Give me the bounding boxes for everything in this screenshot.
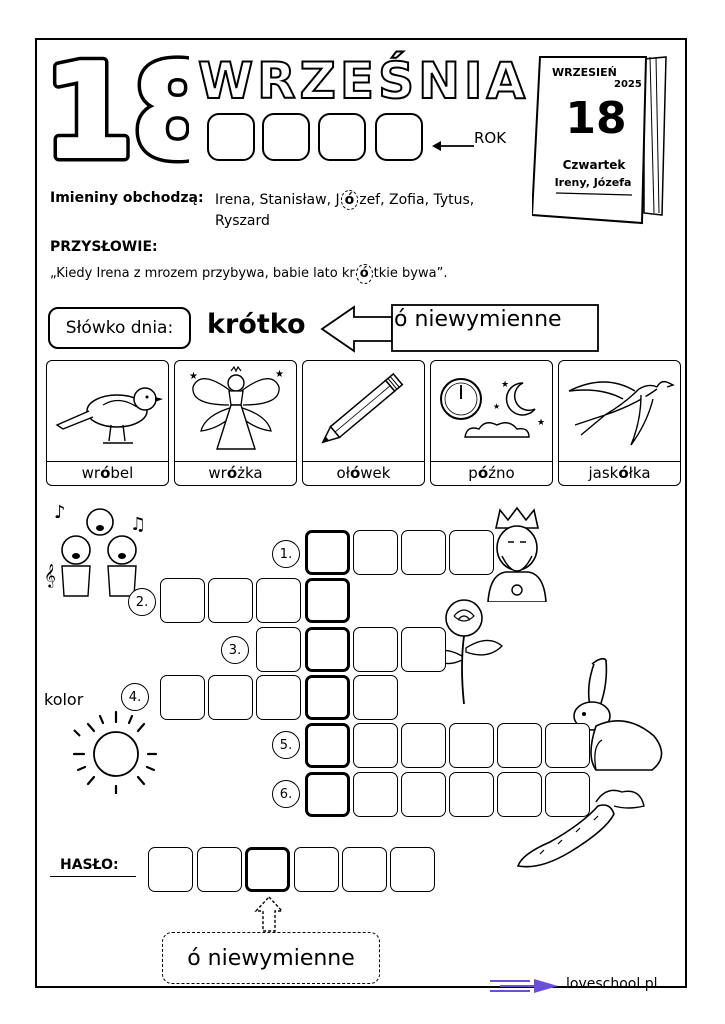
picture-label: jaskółka	[559, 461, 680, 482]
crossword-cell[interactable]	[449, 530, 494, 575]
svg-text:𝄞: 𝄞	[44, 563, 56, 587]
name-days-label: Imieniny obchodzą:	[50, 190, 204, 206]
clue-number: 6.	[272, 780, 300, 808]
crossword-cell[interactable]	[353, 675, 398, 720]
svg-text:★: ★	[275, 369, 284, 380]
svg-text:♫: ♫	[130, 514, 147, 535]
clue-number: 4.	[121, 683, 149, 711]
year-box[interactable]	[207, 113, 255, 161]
calendar-weekday: Czwartek	[562, 158, 626, 172]
word-of-day: krótko	[207, 309, 306, 340]
password-label: HASŁO:	[60, 857, 119, 873]
clue-number: 2.	[128, 588, 156, 616]
svg-text:18: 18	[44, 46, 189, 171]
big-day-number	[44, 46, 189, 175]
crossword-cell[interactable]	[449, 723, 494, 768]
picture-card-sparrow	[46, 360, 169, 486]
crossword-cell[interactable]	[353, 772, 398, 817]
year-box[interactable]	[318, 113, 366, 161]
crossword-key-cell[interactable]	[305, 530, 350, 575]
word-of-day-label: Słówko dnia:	[48, 307, 191, 349]
brand-logo-icon	[490, 975, 564, 1001]
sun-icon	[58, 706, 158, 798]
year-box[interactable]	[375, 113, 423, 161]
crossword-cell[interactable]	[401, 723, 446, 768]
crossword-cell[interactable]	[401, 627, 446, 672]
crossword-cell[interactable]	[208, 675, 253, 720]
color-hint-label: kolor	[44, 690, 84, 709]
year-arrow-icon	[432, 136, 474, 155]
proverb-label: PRZYSŁOWIE:	[50, 239, 158, 255]
picture-label: późno	[431, 461, 552, 482]
password-note: ó niewymienne	[162, 932, 380, 984]
picture-label: wróbel	[47, 461, 168, 482]
svg-text:♪: ♪	[54, 502, 66, 523]
crossword-key-cell[interactable]	[305, 627, 350, 672]
clue-number: 5.	[272, 731, 300, 759]
crossword-cell[interactable]	[449, 772, 494, 817]
password-cell[interactable]	[390, 847, 435, 892]
svg-text:★: ★	[501, 380, 510, 390]
password-cell[interactable]	[342, 847, 387, 892]
crossword-cell[interactable]	[401, 772, 446, 817]
crossword-cell[interactable]	[208, 578, 253, 623]
svg-text:★: ★	[493, 402, 501, 411]
circled-letter: ó	[341, 190, 359, 210]
proverb-text: „Kiedy Irena z mrozem przybywa, babie lato kr ó tkie bywa”.	[50, 264, 447, 284]
picture-card-pencil	[302, 360, 425, 486]
crossword-cell[interactable]	[353, 723, 398, 768]
up-arrow-icon	[254, 895, 284, 937]
year-label: ROK	[474, 129, 507, 147]
crossword-key-cell[interactable]	[305, 675, 350, 720]
pencil-icon	[309, 365, 419, 453]
crossword-key-cell[interactable]	[305, 723, 350, 768]
crossword-cell[interactable]	[545, 723, 590, 768]
password-key-cell[interactable]	[245, 847, 290, 892]
calendar-month: WRZESIEŃ	[552, 66, 617, 79]
picture-label: ołówek	[303, 461, 424, 482]
calendar-names: Ireny, Józefa	[554, 176, 632, 189]
swallow-icon	[565, 365, 675, 453]
clue-number: 3.	[221, 636, 249, 664]
picture-label: wróżka	[175, 461, 296, 482]
crossword-cell[interactable]	[353, 627, 398, 672]
crossword-cell[interactable]	[497, 723, 542, 768]
picture-card-night	[430, 360, 553, 486]
sparrow-icon	[53, 365, 163, 453]
calendar-year: 2025	[614, 79, 642, 90]
crossword-cell[interactable]	[353, 530, 398, 575]
crossword-key-cell[interactable]	[305, 772, 350, 817]
password-cell[interactable]	[197, 847, 242, 892]
crossword-cell[interactable]	[160, 578, 205, 623]
brand-name[interactable]: loveschool.pl	[566, 976, 658, 992]
crossword-cell[interactable]	[401, 530, 446, 575]
crossword-cell[interactable]	[256, 675, 301, 720]
name-days-list: Irena, Stanisław, J ó zef, Zofia, Tytus, Ryszard	[215, 192, 475, 229]
circled-letter: ó	[356, 264, 373, 284]
word-note: ó niewymienne	[394, 307, 562, 332]
crossword-cell[interactable]	[256, 627, 301, 672]
crossword-key-cell[interactable]	[305, 578, 350, 623]
picture-card-fairy	[174, 360, 297, 486]
year-box[interactable]	[262, 113, 310, 161]
clue-number: 1.	[272, 540, 300, 568]
svg-text:WRZEŚNIA: WRZEŚNIA	[198, 52, 530, 105]
crossword-cell[interactable]	[545, 772, 590, 817]
svg-text:★: ★	[189, 371, 198, 382]
month-title	[196, 50, 531, 109]
password-underline	[50, 876, 136, 877]
fairy-icon	[181, 365, 291, 453]
calendar-day: 18	[565, 93, 627, 144]
crossword-cell[interactable]	[497, 772, 542, 817]
password-cell[interactable]	[294, 847, 339, 892]
picture-card-swallow	[558, 360, 681, 486]
crossword-cell[interactable]	[160, 675, 205, 720]
svg-text:★: ★	[537, 418, 546, 428]
svg-text:18: 18	[44, 46, 189, 171]
crossword-cell[interactable]	[256, 578, 301, 623]
night-clock-icon	[437, 365, 547, 453]
password-cell[interactable]	[148, 847, 193, 892]
